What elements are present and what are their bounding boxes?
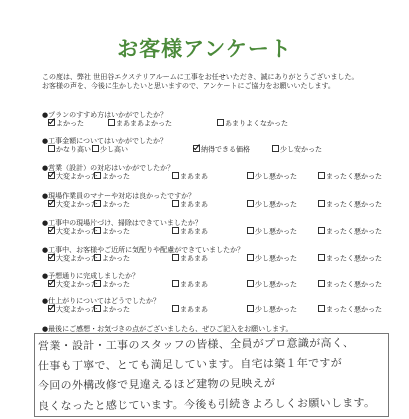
option-label: よかった: [102, 254, 130, 263]
option-label: まったく悪かった: [326, 305, 382, 314]
checkbox[interactable]: [318, 200, 325, 207]
option[interactable]: [247, 172, 297, 181]
checkbox[interactable]: [94, 254, 101, 261]
checkbox[interactable]: [318, 254, 325, 261]
checkbox[interactable]: [272, 145, 279, 152]
checkbox[interactable]: [48, 254, 55, 261]
option-label: まったく悪かった: [326, 280, 382, 289]
options-row: [42, 254, 382, 263]
option[interactable]: [48, 227, 98, 236]
options-row: [42, 200, 382, 209]
checkbox[interactable]: [247, 305, 254, 312]
question-block: [42, 164, 382, 181]
option-label: 大変よかった: [56, 254, 98, 263]
option[interactable]: [94, 227, 130, 236]
checkbox[interactable]: [94, 200, 101, 207]
checkbox[interactable]: [94, 172, 101, 179]
question-block: [42, 192, 382, 209]
checkbox[interactable]: [92, 145, 99, 152]
option[interactable]: [172, 305, 208, 314]
option-label: まったく悪かった: [326, 254, 382, 263]
intro-text: [42, 73, 358, 91]
option-label: 少し悪かった: [255, 172, 297, 181]
checkbox[interactable]: [172, 305, 179, 312]
option[interactable]: [48, 305, 98, 314]
question-text: ●工事中、お客様やご近所に気配りや配慮ができていましたか？: [42, 246, 245, 254]
option-label: 少し悪かった: [255, 227, 297, 236]
option-label: 大変よかった: [56, 305, 98, 314]
option-label: 少し悪かった: [255, 200, 297, 209]
option[interactable]: [94, 280, 130, 289]
question-block: [42, 219, 382, 236]
question-block: [42, 297, 382, 314]
option[interactable]: [94, 254, 130, 263]
option[interactable]: [172, 254, 208, 263]
checkbox[interactable]: [94, 305, 101, 312]
checkbox[interactable]: [318, 227, 325, 234]
checkbox[interactable]: [172, 200, 179, 207]
option-label: かなり高い: [56, 145, 91, 154]
option-label: よかった: [56, 119, 84, 128]
option[interactable]: [48, 200, 98, 209]
option[interactable]: [247, 305, 297, 314]
options-row: [42, 145, 382, 154]
page-title: お客様アンケート: [117, 37, 292, 61]
option[interactable]: [247, 227, 297, 236]
option-label: 大変よかった: [56, 200, 98, 209]
question-text: ●営業（設計）の対応はいかがでしたか？: [42, 164, 175, 172]
option-label: まあまあ: [180, 305, 208, 314]
option[interactable]: [318, 280, 382, 289]
option[interactable]: [94, 305, 130, 314]
question-text: ●プランのすすめ方はいかがでしたか？: [42, 111, 168, 119]
intro-line: この度は、弊社 世田谷エクステリアルームに工事をお任せいただき、誠にありがとうございました。: [42, 73, 359, 81]
option-label: まあまあ: [180, 280, 208, 289]
option[interactable]: [318, 254, 382, 263]
question-block: [42, 137, 382, 154]
option-label: あまりよくなかった: [225, 119, 288, 128]
options-row: [42, 280, 382, 289]
option-label: まあまあ: [180, 172, 208, 181]
option-label: まあまあ: [180, 227, 208, 236]
checkbox[interactable]: [172, 172, 179, 179]
option-label: まあまあ: [180, 254, 208, 263]
option[interactable]: [217, 119, 288, 128]
option[interactable]: [172, 172, 208, 181]
option[interactable]: [94, 200, 130, 209]
option[interactable]: [318, 227, 382, 236]
option-label: 少し悪かった: [255, 305, 297, 314]
question-text: ●現場作業員のマナーや対応は良かったですか？: [42, 192, 196, 200]
checkbox[interactable]: [48, 227, 55, 234]
option[interactable]: [48, 280, 98, 289]
option-label: まったく悪かった: [326, 200, 382, 209]
option[interactable]: [272, 145, 322, 154]
option[interactable]: [48, 145, 91, 154]
checkbox[interactable]: [48, 280, 55, 287]
option[interactable]: [172, 227, 208, 236]
option[interactable]: [92, 145, 128, 154]
option[interactable]: [94, 172, 130, 181]
option-label: 大変よかった: [56, 280, 98, 289]
option-label: 少し悪かった: [255, 280, 297, 289]
question-block: [42, 246, 382, 263]
option[interactable]: [48, 119, 84, 128]
option[interactable]: [48, 254, 98, 263]
options-row: [42, 119, 382, 128]
option[interactable]: [247, 280, 297, 289]
question-text: ●仕上がりについてはどうでしたか？: [42, 297, 160, 305]
option[interactable]: [48, 172, 98, 181]
checkbox[interactable]: [94, 227, 101, 234]
option[interactable]: [172, 200, 208, 209]
checkbox[interactable]: [318, 305, 325, 312]
checkbox[interactable]: [48, 119, 55, 126]
checkbox[interactable]: [247, 254, 254, 261]
checkbox[interactable]: [247, 280, 254, 287]
option[interactable]: [247, 254, 297, 263]
option-label: よかった: [102, 280, 130, 289]
checkbox[interactable]: [193, 145, 200, 152]
option[interactable]: [247, 200, 297, 209]
option[interactable]: [172, 280, 208, 289]
checkbox[interactable]: [48, 145, 55, 152]
option-label: まあまあよかった: [116, 119, 172, 128]
checkbox[interactable]: [48, 200, 55, 207]
question-block: [42, 272, 382, 289]
option-label: よかった: [102, 200, 130, 209]
option-label: 少し悪かった: [255, 254, 297, 263]
checkbox[interactable]: [108, 119, 115, 126]
handwritten-line: 良くなったと感じています。今後も引続きよろしくお願いします。: [37, 396, 376, 413]
option-label: よかった: [102, 305, 130, 314]
option-label: まったく悪かった: [326, 227, 382, 236]
handwritten-line: 営業・設計・工事のスタッフの皆様、全員がプロ意識が高く、: [37, 336, 355, 353]
option-label: まあまあ: [180, 200, 208, 209]
options-row: [42, 305, 382, 314]
option-label: 納得できる価格: [201, 145, 250, 154]
option-label: よかった: [102, 227, 130, 236]
option-label: 少し安かった: [280, 145, 322, 154]
question-text: ●工事中の現場片づけ、掃除はできていましたか？: [42, 219, 202, 227]
question-text: ●工事金額についてはいかがでしたか？: [42, 137, 167, 145]
checkbox[interactable]: [94, 280, 101, 287]
final-prompt: ●最後にご感想・お気づきの点がございましたら、ぜひご記入をお願いします。: [42, 325, 293, 333]
handwritten-line: 今回の外構改修で見違えるほど建物の見映えが: [37, 376, 276, 393]
options-row: [42, 227, 382, 236]
checkbox[interactable]: [172, 227, 179, 234]
question-block: [42, 111, 382, 128]
option[interactable]: [108, 119, 172, 128]
option-label: まったく悪かった: [326, 172, 382, 181]
option-label: 少し高い: [100, 145, 128, 154]
checkbox[interactable]: [48, 172, 55, 179]
checkbox[interactable]: [48, 305, 55, 312]
checkbox[interactable]: [247, 227, 254, 234]
option[interactable]: [318, 200, 382, 209]
checkbox[interactable]: [318, 280, 325, 287]
option[interactable]: [318, 305, 382, 314]
checkbox[interactable]: [172, 280, 179, 287]
checkbox[interactable]: [318, 172, 325, 179]
option[interactable]: [193, 145, 250, 154]
question-text: ●予想通りに完成しましたか？: [42, 272, 140, 280]
options-row: [42, 172, 382, 181]
checkbox[interactable]: [172, 254, 179, 261]
option-label: よかった: [102, 172, 130, 181]
option-label: 大変よかった: [56, 172, 98, 181]
checkbox[interactable]: [217, 119, 224, 126]
checkbox[interactable]: [247, 172, 254, 179]
intro-line: お客様の声を、今後に生かしたいと思いますので、アンケートにご協力をお願いいたします。: [42, 82, 335, 90]
handwritten-line: 仕事も丁寧で、とても満足しています。自宅は築１年ですが: [37, 356, 343, 373]
option-label: 大変よかった: [56, 227, 98, 236]
checkbox[interactable]: [247, 200, 254, 207]
option[interactable]: [318, 172, 382, 181]
